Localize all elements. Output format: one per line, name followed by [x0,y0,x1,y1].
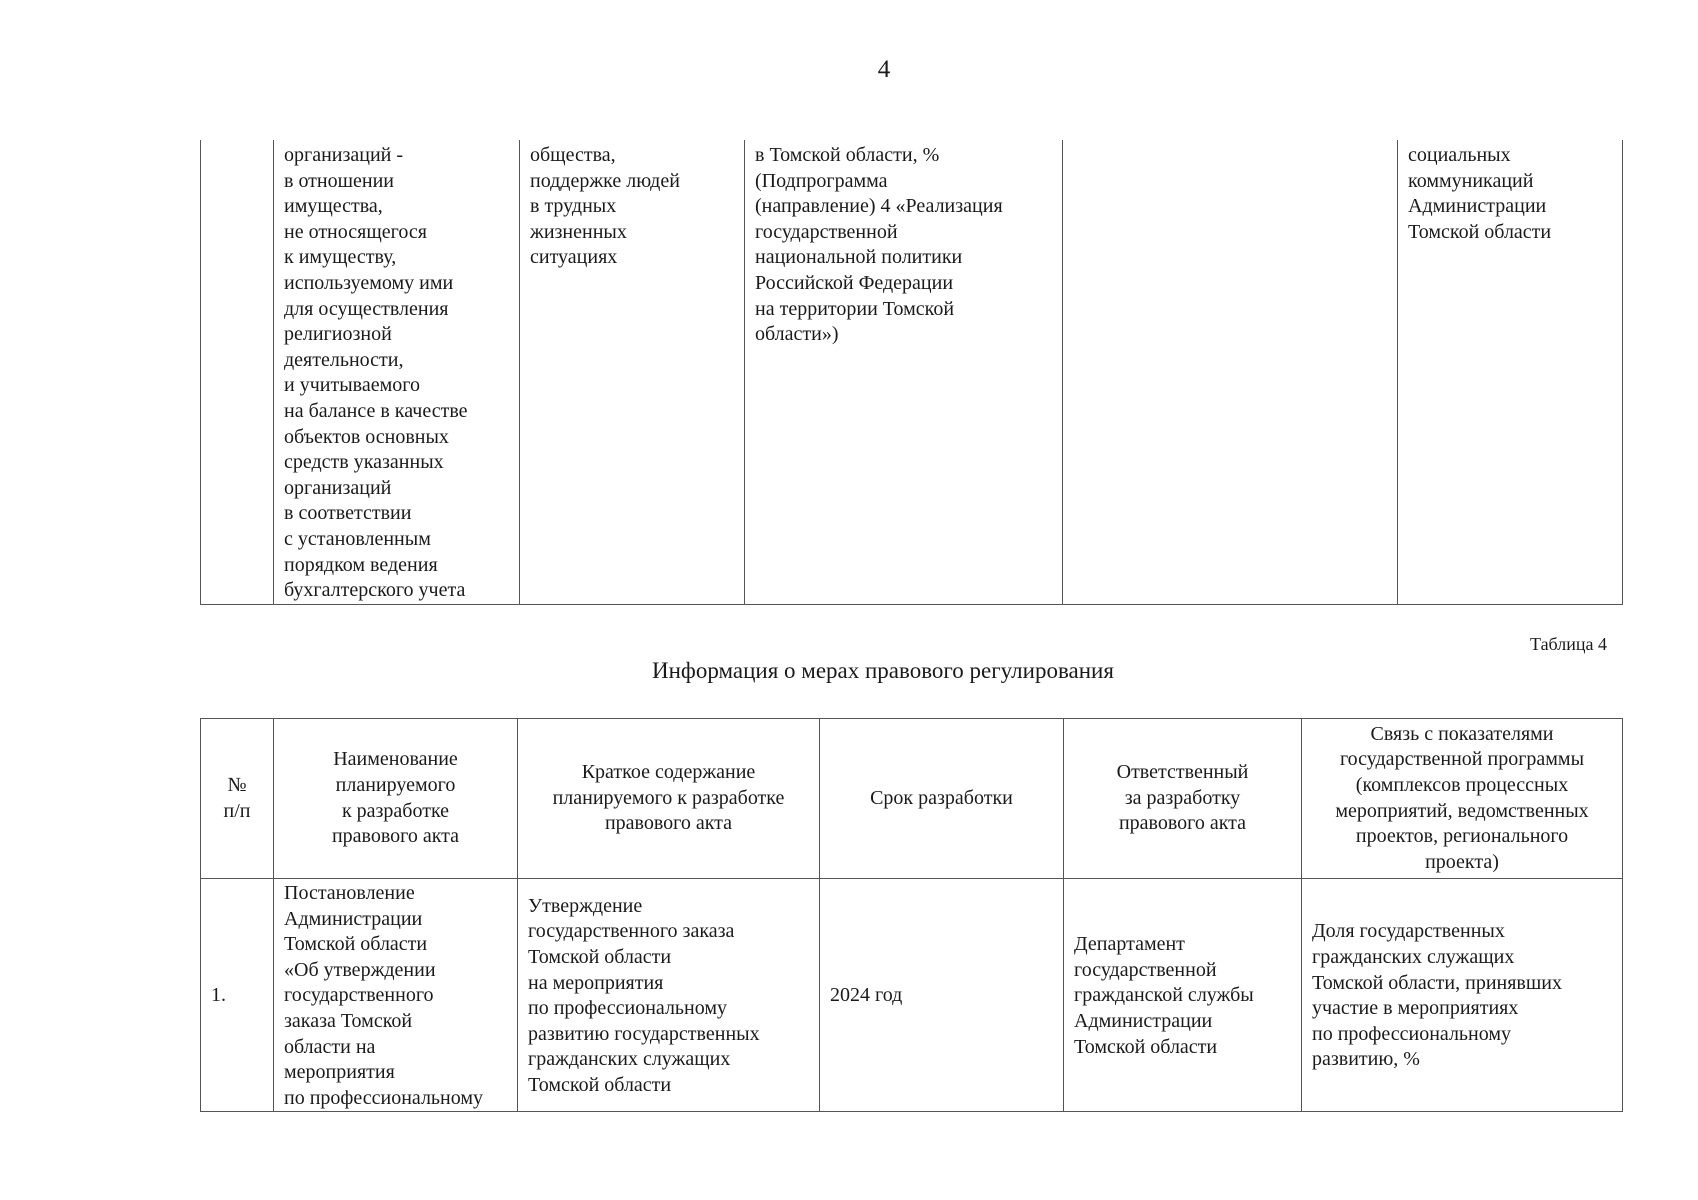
table-cell-goal: общества, поддержке людей в трудных жизненных ситуациях [520,140,745,604]
table-row [201,140,1623,604]
cell-act-name: Постановление Администрации Томской области «Об утверждении государственного заказа Томской области на мероприятия по профессиональному [274,879,518,1112]
header-content: Краткое содержание планируемого к разработке правового акта [518,719,820,879]
header-responsible: Ответственный за разработку правового акта [1064,719,1302,879]
cell-number: 1. [201,879,274,1112]
cell-responsible: Департамент государственной гражданской службы Администрации Томской области [1064,879,1302,1112]
cell-content: Утверждение государственного заказа Томской области на мероприятия по профессиональному развитию государственных гражданских служащих Томской области [518,879,820,1112]
continued-table [200,140,1623,605]
header-act-name: Наименование планируемого к разработке правового акта [274,719,518,879]
header-number: № п/п [201,719,274,879]
table-cell-indicator: в Томской области, % (Подпрограмма (направление) 4 «Реализация государственной национальной политики Российской Федерации на территории Томской области») [745,140,1063,604]
table-cell-number [201,140,274,604]
cell-term: 2024 год [820,879,1064,1112]
table-cell-responsible: социальных коммуникаций Администрации Томской области [1398,140,1623,604]
legal-regulation-table [200,718,1623,1112]
header-link: Связь с показателями государственной программы (комплексов процессных мероприятий, ведомственных проектов, регионального проекта) [1302,719,1623,879]
cell-link: Доля государственных гражданских служащих Томской области, принявших участие в мероприятиях по профессиональному развитию, % [1302,879,1623,1112]
page-number: 4 [877,56,891,83]
header-term: Срок разработки [820,719,1064,879]
table-cell-description: организаций - в отношении имущества, не относящегося к имуществу, используемому ими для осуществления религиозной деятельности, и учитываемого на балансе в качестве объектов основных средств указанных организаций в соответствии с установленным порядком ведения бухгалтерского учета [274,140,520,604]
table-caption: Таблица 4 [1530,634,1607,654]
table-header-row [201,719,1623,879]
table-title: Информация о мерах правового регулирования [652,658,1114,683]
table-cell-empty [1063,140,1398,604]
table-row [201,879,1623,1112]
